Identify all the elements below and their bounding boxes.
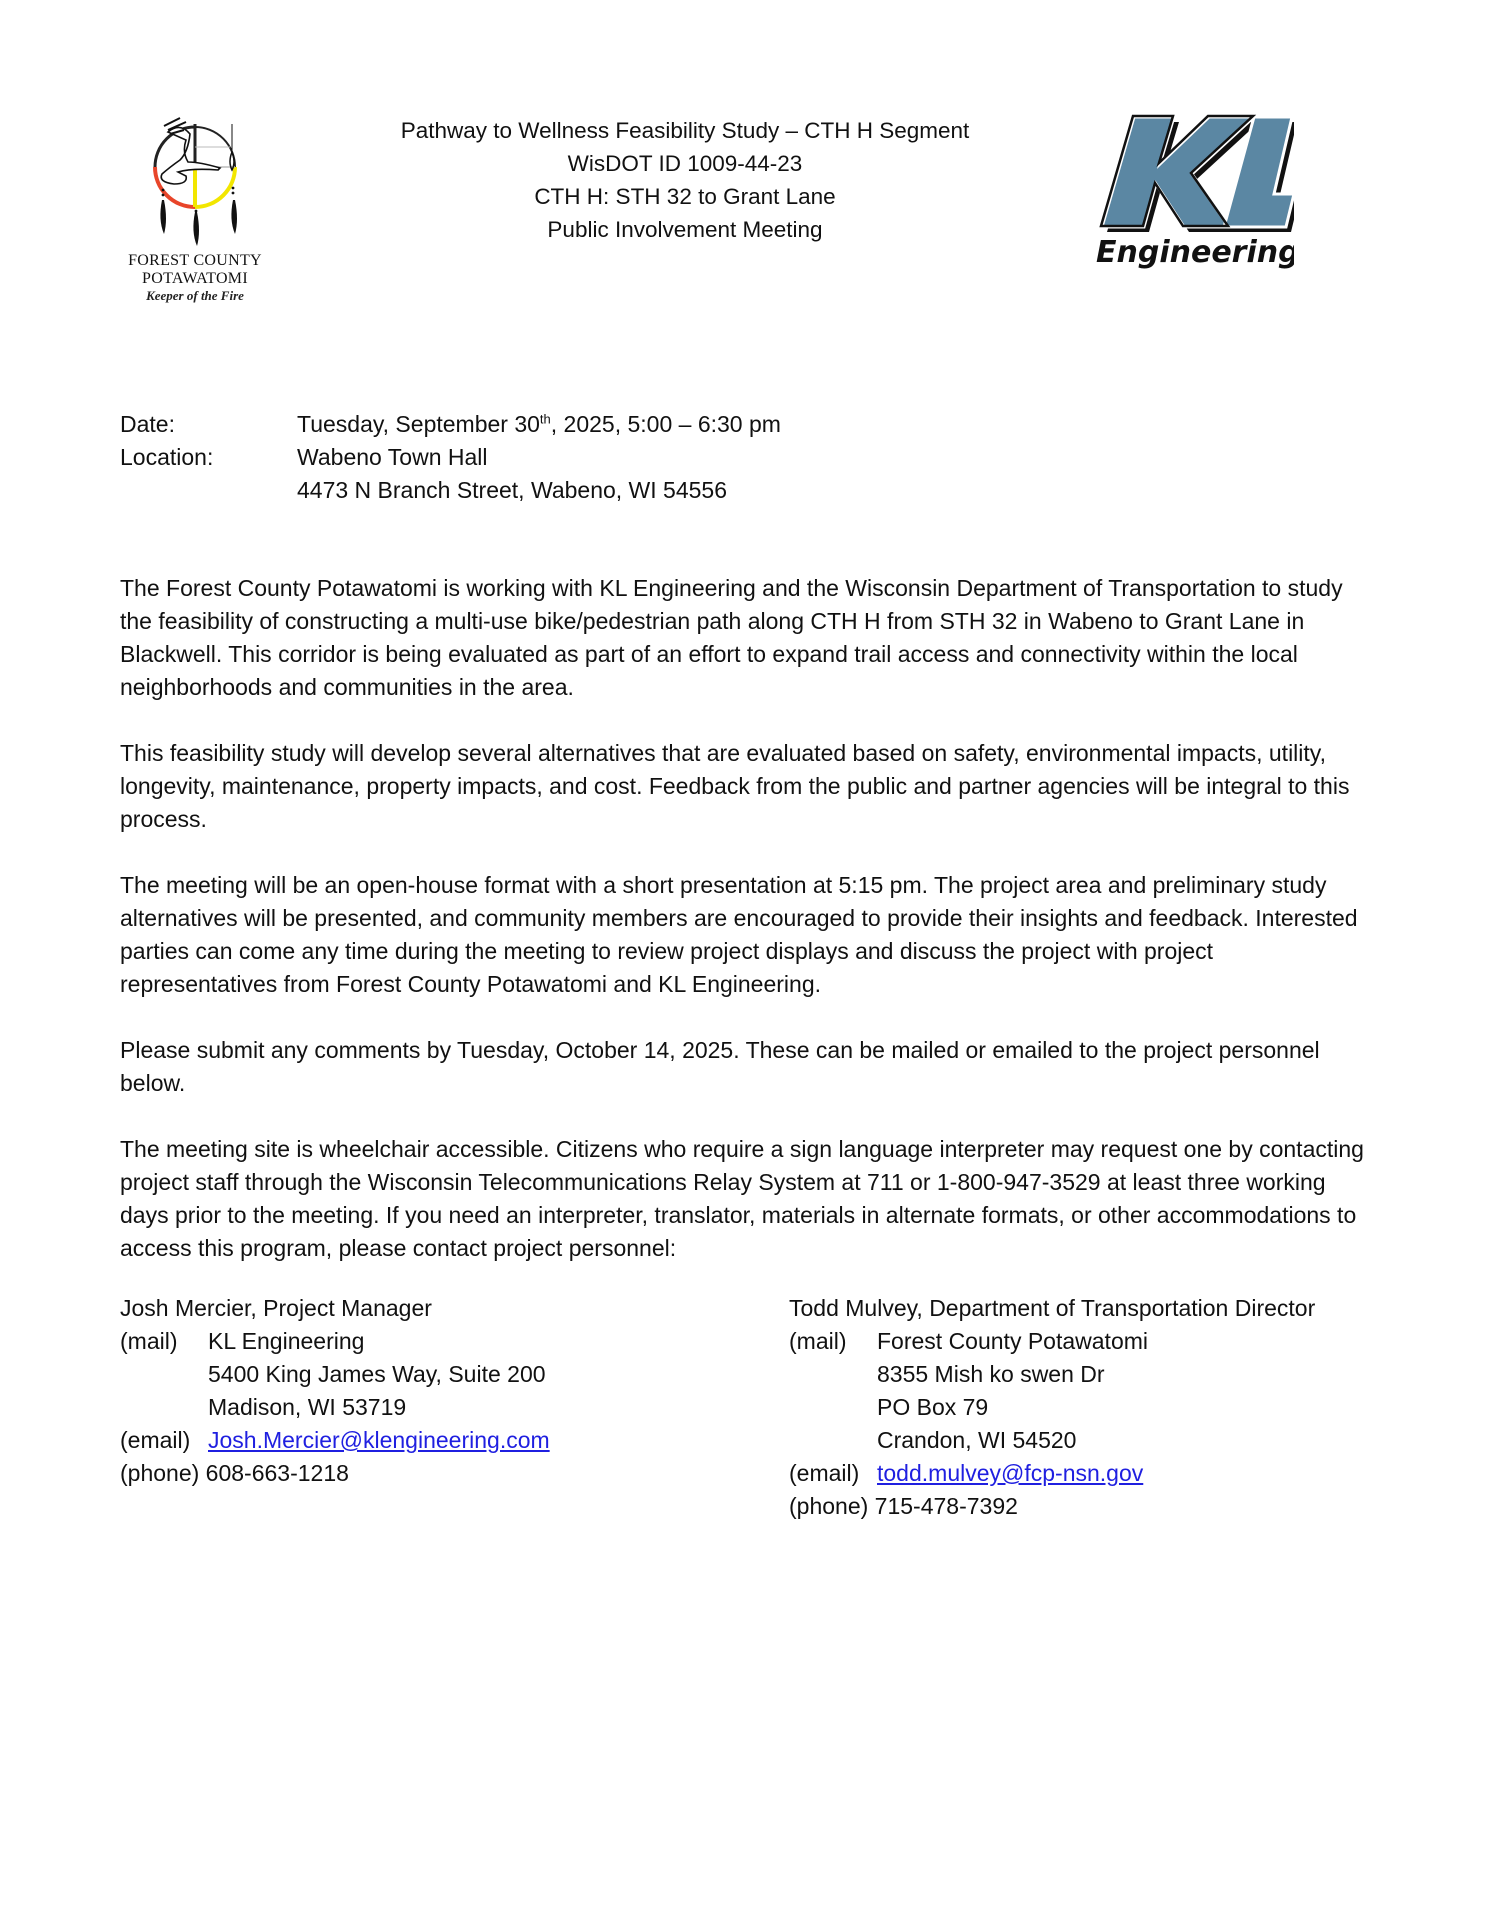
email-link[interactable]: todd.mulvey@fcp-nsn.gov	[877, 1460, 1144, 1486]
mail-line: Crandon, WI 54520	[877, 1427, 1077, 1453]
date-time: , 2025, 5:00 – 6:30 pm	[550, 411, 781, 437]
paragraph-accessibility: The meeting site is wheelchair accessible. Citizens who require a sign language interpreter may request one by contacting project staff through the Wisconsin Telecommunications Relay System at 711 or 1-800-947-3529 at least three working days prior to the meeting. If you need an interpreter, translator, materials in alternate formats, or other accommodations to access this program, please contact project personnel:	[120, 1136, 1364, 1261]
mail-line: 5400 King James Way, Suite 200	[208, 1361, 546, 1387]
meeting-info	[120, 408, 781, 507]
phone-row	[789, 1490, 1315, 1523]
date-ordinal: th	[539, 411, 551, 427]
location-address-row	[120, 474, 781, 507]
contact-todd-mulvey	[789, 1292, 1315, 1523]
email-label: (email)	[120, 1427, 191, 1453]
email-label: (email)	[789, 1460, 860, 1486]
paragraph-meeting-format: The meeting will be an open-house format with a short presentation at 5:15 pm. The project area and preliminary study alternatives will be presented, and community members are encouraged to provide their insights and feedback. Interested parties can come any time during the meeting to review project displays and discuss the project with project representatives from Forest County Potawatomi and KL Engineering.	[120, 872, 1358, 997]
phone-label: (phone)	[789, 1493, 869, 1519]
document-title-block	[300, 114, 1070, 246]
location-venue: Wabeno Town Hall	[297, 444, 488, 470]
mail-label: (mail)	[120, 1328, 178, 1354]
contact-name-title: Todd Mulvey, Department of Transportation Director	[789, 1295, 1316, 1321]
title-line-study: Pathway to Wellness Feasibility Study – CTH H Segment	[400, 118, 970, 143]
org-name-line1: FOREST COUNTY	[128, 252, 262, 269]
title-line-segment: CTH H: STH 32 to Grant Lane	[534, 184, 836, 209]
paragraph-alternatives: This feasibility study will develop several alternatives that are evaluated based on safety, environmental impacts, utility, longevity, maintenance, property impacts, and cost. Feedback from the public and partner agencies will be integral to this process.	[120, 740, 1350, 832]
email-link[interactable]: Josh.Mercier@klengineering.com	[208, 1427, 550, 1453]
contact-name-title: Josh Mercier, Project Manager	[120, 1295, 432, 1321]
mail-line: KL Engineering	[208, 1328, 365, 1354]
mail-line: PO Box 79	[877, 1394, 989, 1420]
paragraph-intro: The Forest County Potawatomi is working with KL Engineering and the Wisconsin Department of Transportation to study the feasibility of constructing a multi-use bike/pedestrian path along CTH H from STH 32 in Wabeno to Grant Lane in Blackwell. This corridor is being evaluated as part of an effort to expand trail access and connectivity within the local neighborhoods and communities in the area.	[120, 575, 1343, 700]
kl-engineering-logo	[1094, 112, 1294, 272]
phone-number: 608-663-1218	[205, 1460, 349, 1486]
org-tagline: Keeper of the Fire	[146, 288, 244, 303]
forest-county-potawatomi-logo	[110, 112, 280, 322]
medicine-wheel-icon	[140, 112, 250, 252]
kl-letters-icon	[1094, 112, 1294, 272]
date-main: Tuesday, September 30	[297, 411, 540, 437]
org-name-line2: POTAWATOMI	[142, 270, 248, 287]
mail-line: Forest County Potawatomi	[877, 1328, 1149, 1354]
date-label: Date:	[120, 411, 175, 437]
phone-number: 715-478-7392	[874, 1493, 1018, 1519]
date-row	[120, 408, 781, 441]
location-row	[120, 441, 781, 474]
date-value	[297, 408, 781, 441]
location-label: Location:	[120, 444, 214, 470]
paragraph-comments-deadline: Please submit any comments by Tuesday, October 14, 2025. These can be mailed or emailed to the project personnel below.	[120, 1037, 1320, 1096]
title-line-meeting: Public Involvement Meeting	[547, 217, 823, 242]
phone-row	[120, 1457, 550, 1490]
mail-label: (mail)	[789, 1328, 847, 1354]
title-line-wisdot-id: WisDOT ID 1009-44-23	[567, 151, 803, 176]
kl-wordmark: Engineering	[1096, 235, 1294, 270]
phone-label: (phone)	[120, 1460, 200, 1486]
body-text	[120, 572, 1370, 1298]
location-address: 4473 N Branch Street, Wabeno, WI 54556	[297, 477, 728, 503]
contact-josh-mercier	[120, 1292, 550, 1490]
mail-line: Madison, WI 53719	[208, 1394, 407, 1420]
mail-line: 8355 Mish ko swen Dr	[877, 1361, 1105, 1387]
